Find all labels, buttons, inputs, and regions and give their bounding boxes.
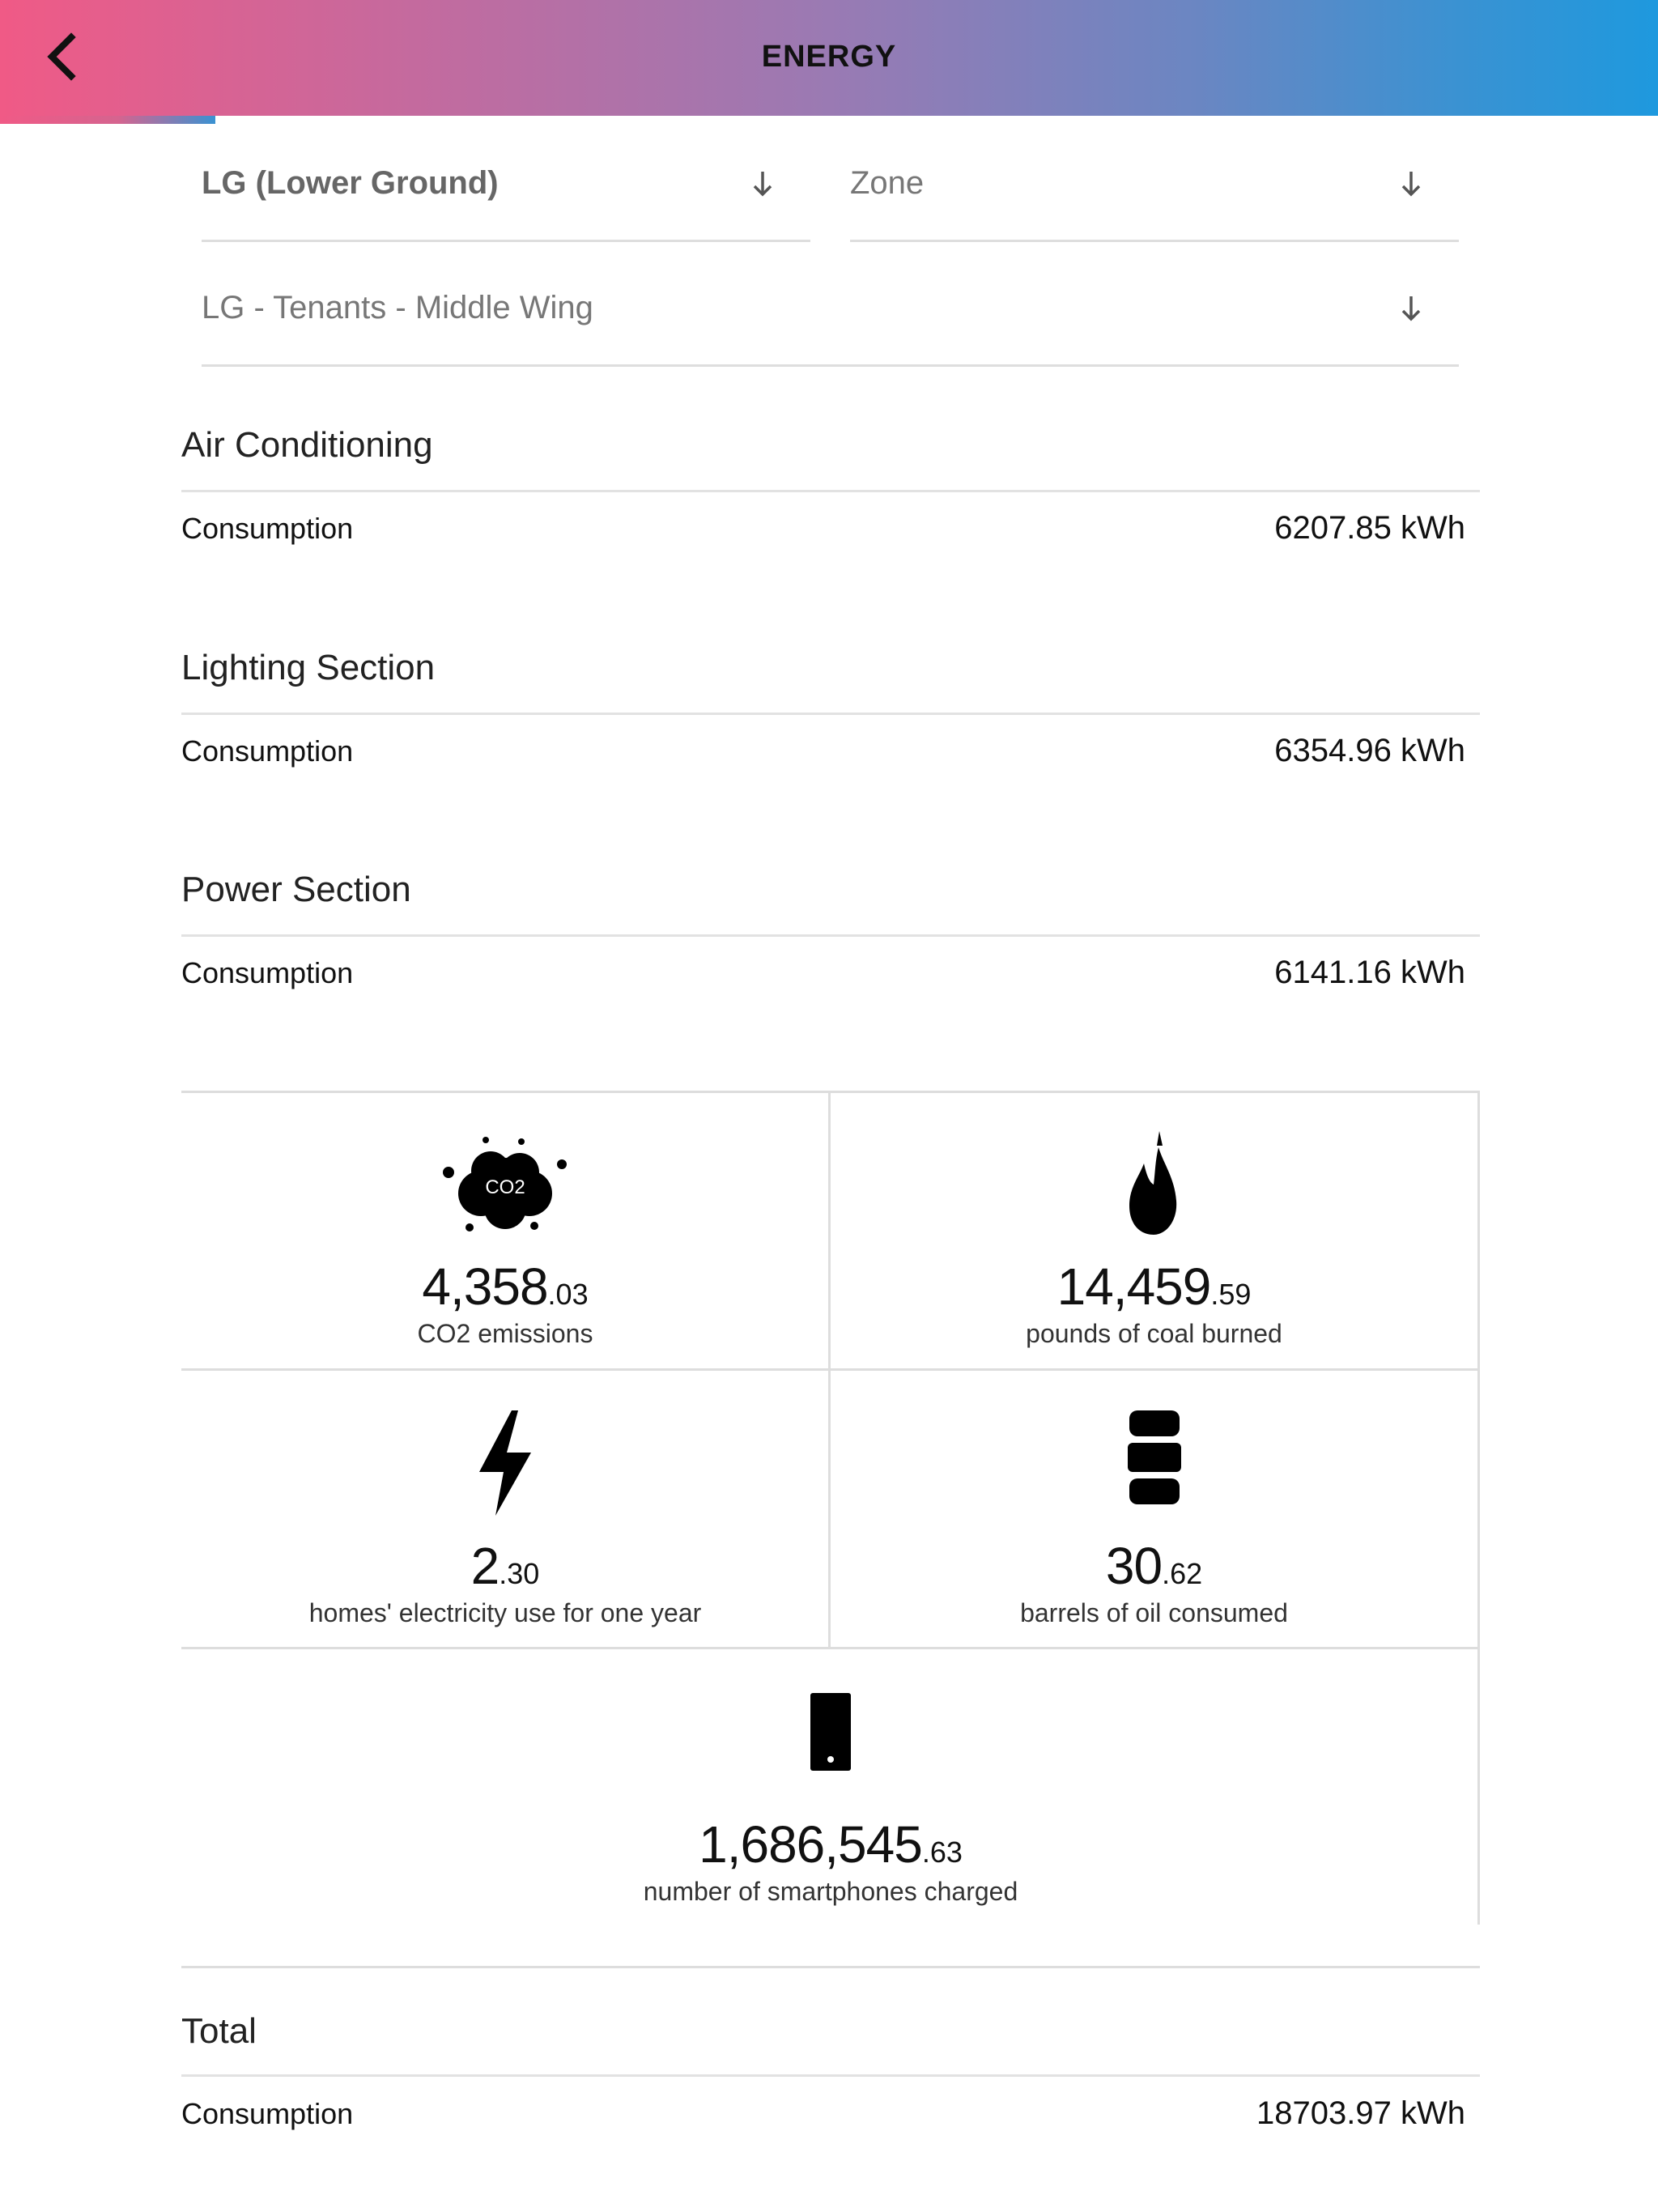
- area-dropdown[interactable]: [202, 243, 1459, 367]
- loading-progress-fill: [0, 116, 215, 124]
- homes-electricity-card: [181, 1370, 829, 1648]
- coal-burned-value: [830, 1257, 1478, 1317]
- divider: [181, 2074, 1480, 2077]
- homes-electricity-value: [181, 1536, 829, 1596]
- total-consumption-value: 18703.97 kWh: [1256, 2095, 1465, 2131]
- consumption-label: Consumption: [181, 956, 354, 989]
- section-title-total: Total: [181, 2011, 257, 2051]
- lightning-bolt-icon: [476, 1410, 534, 1516]
- area-dropdown-value: LG - Tenants - Middle Wing: [202, 290, 593, 325]
- coal-burned-label: pounds of coal burned: [1026, 1319, 1282, 1348]
- value-decimal: .62: [1162, 1557, 1203, 1590]
- zone-dropdown-value: Zone: [850, 165, 925, 201]
- page-title: ENERGY: [761, 40, 897, 74]
- arrow-down-icon: [749, 167, 776, 199]
- consumption-label: Consumption: [181, 2097, 354, 2130]
- air-conditioning-consumption-value: 6207.85 kWh: [1274, 510, 1465, 546]
- smartphones-card: [181, 1648, 1480, 1925]
- value-decimal: .63: [921, 1836, 963, 1869]
- zone-dropdown[interactable]: [850, 118, 1459, 242]
- oil-barrel-icon: [1126, 1410, 1183, 1504]
- divider: [181, 713, 1480, 715]
- value-decimal: .03: [547, 1278, 589, 1311]
- consumption-label: Consumption: [181, 734, 354, 768]
- value-whole: 2: [470, 1537, 500, 1595]
- smartphones-value: [181, 1814, 1480, 1874]
- value-whole: 30: [1105, 1537, 1163, 1595]
- co2-emissions-card: [181, 1091, 829, 1369]
- floor-dropdown[interactable]: [202, 118, 810, 242]
- coal-flame-icon: [1126, 1131, 1183, 1236]
- arrow-down-icon: [1397, 291, 1425, 324]
- section-title-air-conditioning: Air Conditioning: [181, 425, 433, 465]
- grid-line: [181, 1966, 1480, 1968]
- section-title-power: Power Section: [181, 870, 411, 909]
- value-whole: 1,686,545: [699, 1815, 922, 1874]
- oil-barrels-card: [830, 1370, 1478, 1648]
- section-title-lighting: Lighting Section: [181, 648, 436, 687]
- power-consumption-value: 6141.16 kWh: [1274, 955, 1465, 990]
- equivalents-grid: [181, 1091, 1480, 1925]
- value-decimal: .30: [499, 1557, 540, 1590]
- co2-icon-text: CO2: [485, 1176, 525, 1198]
- value-whole: 4,358: [422, 1257, 548, 1316]
- value-whole: 14,459: [1056, 1257, 1211, 1316]
- app-header: [0, 0, 1658, 116]
- divider: [181, 490, 1480, 492]
- consumption-label: Consumption: [181, 512, 354, 545]
- oil-barrels-value: [830, 1536, 1478, 1596]
- smartphones-label: number of smartphones charged: [643, 1877, 1018, 1906]
- co2-cloud-icon: [440, 1135, 570, 1232]
- lighting-consumption-value: 6354.96 kWh: [1274, 733, 1465, 768]
- divider: [181, 934, 1480, 937]
- arrow-down-icon: [1397, 167, 1425, 199]
- floor-dropdown-value: LG (Lower Ground): [202, 165, 499, 201]
- coal-burned-card: [830, 1091, 1478, 1369]
- value-decimal: .59: [1210, 1278, 1252, 1311]
- homes-electricity-label: homes' electricity use for one year: [308, 1598, 702, 1627]
- co2-emissions-value: [181, 1257, 829, 1317]
- oil-barrels-label: barrels of oil consumed: [1020, 1598, 1288, 1627]
- co2-emissions-label: CO2 emissions: [417, 1319, 593, 1348]
- smartphone-icon: [810, 1693, 851, 1771]
